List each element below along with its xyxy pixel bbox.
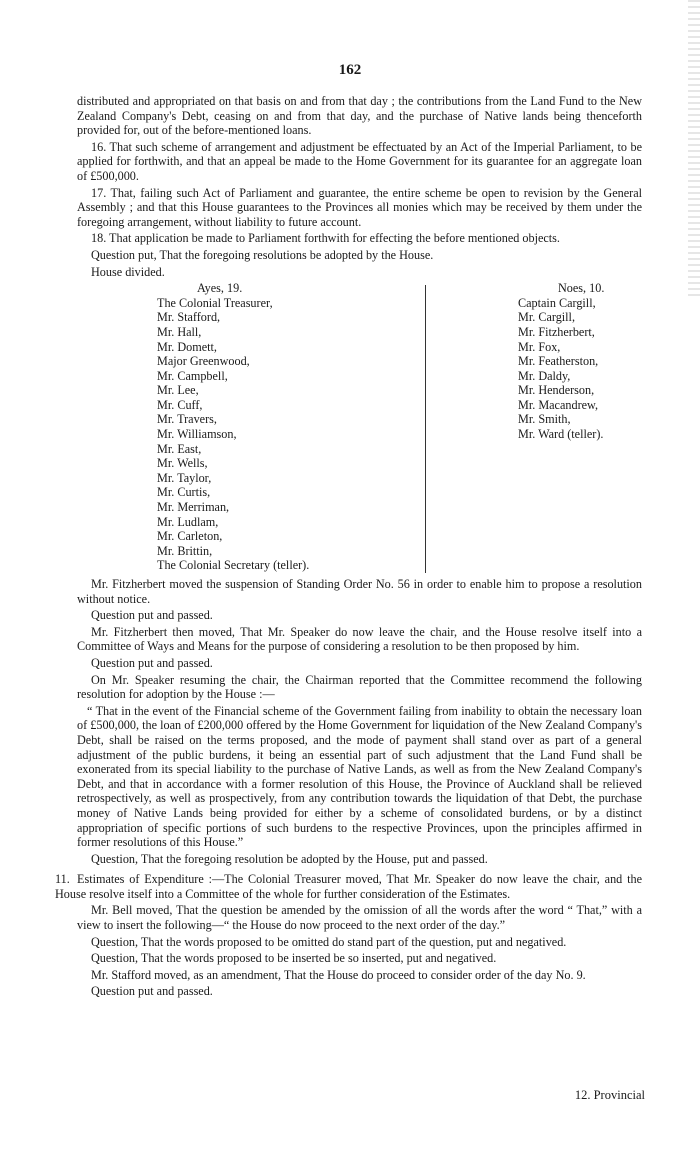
no-member: Mr. Cargill, xyxy=(518,310,575,325)
question-resolution-passed: Question, That the foregoing resolution be adopted by the House, put and passed. xyxy=(91,851,488,866)
no-teller: Mr. Ward (teller). xyxy=(518,427,604,442)
resolution-16: 16. That such scheme of arrangement and adjustment be effectuated by an Act of the Imperial Parliament, to be applied for forthwith, and that an appeal be made to the Home Government for its guarantee for an aggregate loan of £500,000. xyxy=(77,139,642,183)
item-11-question-passed: Question put and passed. xyxy=(91,984,213,999)
no-member: Mr. Henderson, xyxy=(518,383,595,398)
noes-heading: Noes, 10. xyxy=(558,281,605,296)
motion-committee: Mr. Fitzherbert then moved, That Mr. Speaker do now leave the chair, and the House resolve itself into a Committee of Ways and Means for the purpose of considering a resolution to be then proposed by him. xyxy=(77,624,642,654)
no-member: Mr. Fitzherbert, xyxy=(518,324,595,339)
division-list xyxy=(77,281,642,573)
item-11-text: Estimates of Expenditure :—The Colonial Treasurer moved, That Mr. Speaker do now leave the chair, and the House resolve itself into a Committee of the whole for further consideration of the Estimates. xyxy=(55,872,642,901)
item-11 xyxy=(55,872,642,901)
aye-member: Mr. Stafford, xyxy=(157,310,221,325)
ayes-column xyxy=(77,281,425,573)
no-member: Mr. Macandrew, xyxy=(518,397,599,412)
motion-suspension: Mr. Fitzherbert moved the suspension of Standing Order No. 56 in order to enable him to propose a resolution without notice. xyxy=(77,577,642,606)
item-11-number: 11. xyxy=(55,872,70,887)
ayes-heading: Ayes, 19. xyxy=(197,281,243,296)
aye-member: Mr. Merriman, xyxy=(157,500,230,515)
aye-teller: The Colonial Secretary (teller). xyxy=(157,558,310,573)
item-11-question-insert: Question, That the words proposed to be inserted be so inserted, put and negatived. xyxy=(91,951,497,966)
no-member: Captain Cargill, xyxy=(518,295,596,310)
aye-member: Mr. Lee, xyxy=(157,383,199,398)
chairman-report: On Mr. Speaker resuming the chair, the Chairman reported that the Committee recommend the following resolution for adoption by the House :— xyxy=(77,672,642,702)
aye-member: Mr. Cuff, xyxy=(157,397,203,412)
question-put: Question put, That the foregoing resolutions be adopted by the House. xyxy=(91,247,434,262)
no-member: Mr. Fox, xyxy=(518,339,561,354)
no-member: Mr. Smith, xyxy=(518,412,571,427)
item-11-stafford-amendment: Mr. Stafford moved, as an amendment, That the House do proceed to consider order of the day No. 9. xyxy=(91,967,586,982)
aye-member: Mr. Carleton, xyxy=(157,529,223,544)
aye-member: Mr. Ludlam, xyxy=(157,514,219,529)
aye-member: Major Greenwood, xyxy=(157,354,250,369)
quoted-resolution: “ That in the event of the Financial scheme of the Government failing from inability to obtain the necessary loan of £500,000, the loan of £200,000 offered by the Home Government for liquidation of the New Zealand Company's Debt, shall be raised on the terms proposed, and the mode of payment shall stand over as part of a general adjustment of the public burdens, it being an essential part of such adjustment that the Land Fund shall be exonerated from its special liability to the purchase of Native Lands, as well as from the New Zealand Company's Debt, and that in accordance with a former resolution of this House, the Province of Auckland shall be relieved retrospectively, as well as prospectively, from any contribution towards the liquidation of that Debt, the purchase money of Native Lands being provided for either by a scheme of consolidated burdens, or by a distinct appropriation of specific portions of such burdens to the respective Provinces, upon the principles affirmed in former resolutions of this House.” xyxy=(77,703,642,850)
resolution-17: 17. That, failing such Act of Parliament and guarantee, the entire scheme be open to revision by the General Assembly ; and that this House guarantees to the Provinces all monies which may be received by them under the foregoing arrangement, without liability to future account. xyxy=(77,185,642,229)
aye-member: Mr. Domett, xyxy=(157,339,217,354)
aye-member: Mr. Travers, xyxy=(157,412,217,427)
question-passed: Question put and passed. xyxy=(91,608,213,623)
paragraph-continuation: distributed and appropriated on that basis on and from that day ; the contributions from the Land Fund to the New Zealand Company's Debt, ceasing on and from that day, and the purchase of Native lands being thenceforth provided for, out of the before-mentioned loans. xyxy=(77,94,642,138)
question-passed: Question put and passed. xyxy=(91,655,213,670)
catchword: 12. Provincial xyxy=(574,1088,645,1102)
item-11-amendment: Mr. Bell moved, That the question be amended by the omission of all the words after the word “ That,” with a view to insert the following—“ the House do now proceed to the next order of the day.” xyxy=(77,903,642,933)
aye-member: The Colonial Treasurer, xyxy=(157,295,273,310)
aye-member: Mr. Wells, xyxy=(157,456,208,471)
aye-member: Mr. Taylor, xyxy=(157,470,212,485)
aye-member: Mr. East, xyxy=(157,441,202,456)
resolution-18: 18. That application be made to Parliament forthwith for effecting the before mentioned objects. xyxy=(91,231,560,246)
aye-member: Mr. Campbell, xyxy=(157,368,228,383)
no-member: Mr. Daldy, xyxy=(518,368,571,383)
aye-member: Mr. Williamson, xyxy=(157,427,237,442)
page-number: 162 xyxy=(338,62,362,78)
house-divided: House divided. xyxy=(91,264,165,279)
noes-column xyxy=(426,281,604,573)
item-11-question-omit: Question, That the words proposed to be omitted do stand part of the question, put and negatived. xyxy=(91,934,567,949)
no-member: Mr. Featherston, xyxy=(518,354,599,369)
journal-text xyxy=(55,94,642,1001)
aye-member: Mr. Brittin, xyxy=(157,543,213,558)
aye-member: Mr. Curtis, xyxy=(157,485,211,500)
aye-member: Mr. Hall, xyxy=(157,324,202,339)
page-edge-scan-mark xyxy=(688,0,700,300)
